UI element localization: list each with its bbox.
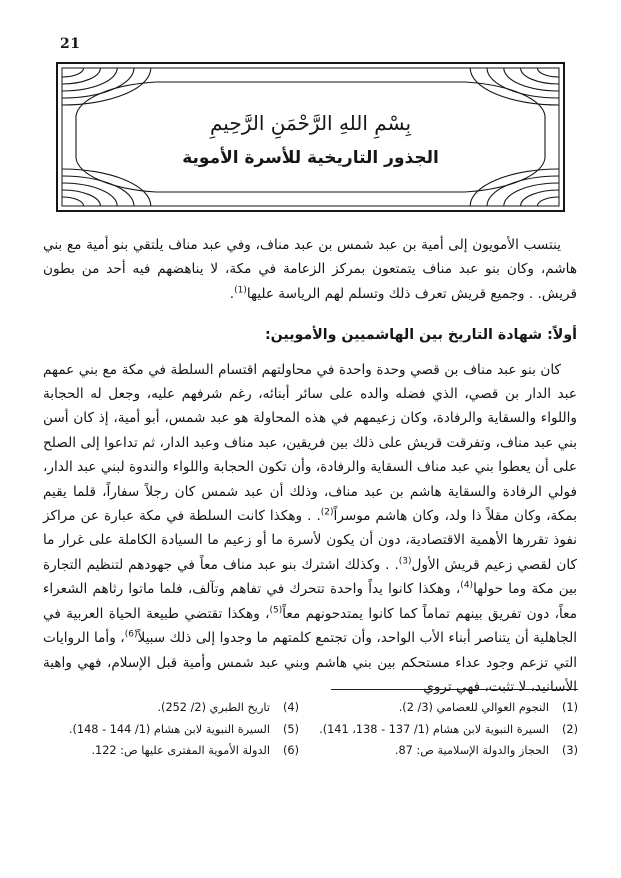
footnote-text: تاريخ الطبري (2/ 252).	[157, 701, 270, 714]
footnote-ref-1: (1)	[234, 285, 247, 296]
footnote-item	[315, 719, 578, 741]
footnote-number: (4)	[282, 701, 299, 714]
footnote-item	[36, 697, 299, 719]
paragraph-main-seg-4: ، وهكذا كانوا يداً واحدة تتحرك في تفاهم وتآلف، فلما ماتوا رثاهم الشعراء معاً، دون تفريق بينهم تماماً كما كانوا يمتدحونهم معاً	[43, 581, 577, 622]
footnote-number: (5)	[282, 722, 299, 736]
paragraph-main-seg-3: . . وكذلك اشترك بنو عبد مناف معاً في جهودهم لتنظيم التجارة بين مكة وما حولها	[43, 556, 577, 598]
footnote-text: الدولة الأموية المفترى عليها ص: 122.	[91, 744, 270, 757]
chapter-header-text	[56, 62, 565, 212]
footnote-number: (1)	[561, 701, 578, 714]
footnote-text: النجوم العوالي للعصامي (3/ 2).	[398, 701, 549, 714]
paragraph-main-seg-2: . . وهكذا كانت السلطة في مكة عبارة عن مراكز نفوذ تقررها الأهمية الاقتصادية، دون أن يكون لأسرة ما أو زعيم ما السيادة الكاملة على غرار ما كان لقصي زعيم قريش الأول	[43, 508, 577, 573]
page-number: 21	[60, 36, 81, 52]
body-text	[43, 233, 577, 699]
paragraph-main-seg-1: كان بنو عبد مناف بن قصي وحدة واحدة في محاولتهم اقتسام السلطة في مكة مع بني عمهم عبد الدار بن قصي، الذي فضله والده على سائر أبنائه، رغم شرفهم عليه، وجعل له الحجابة واللواء والسقاية والرفادة، وكان زعيمهم في هذه المحاولة هو عبد شمس، أبو أمية، إذ كان أسن بني عبد مناف، وتفرقت قريش على ذلك بين فريقين، عبد مناف وعبد الدار، ثم تداعوا إلى الصلح على أن يعطوا بني عبد مناف السقاية والرفادة، وأن تكون الحجابة واللواء والندوة لبني عبد الدار، فولي الرفادة والسقاية هاشم بن عبد مناف، وذلك أن عبد شمس كان رجلاً سفاراً، قلما يقيم بمكة، وكان مقلاً ذا ولد، وكان هاشم موسراً	[43, 361, 577, 525]
footnote-column-left	[36, 697, 299, 762]
paragraph-main	[43, 358, 577, 700]
footnote-separator	[331, 689, 578, 690]
paragraph-main-seg-5: ، وهكذا تقتضي طبيعة الحياة العربية في الجاهلية أن يتناصر أبناء الأب الواحد، وأن تجتمع كلمتهم ما وجدوا إلى ذلك سبيلاً	[43, 605, 578, 647]
footnote-text: الحجاز والدولة الإسلامية ص: 87.	[394, 744, 549, 757]
footnotes-section	[36, 689, 578, 762]
footnote-number: (3)	[561, 744, 578, 757]
footnote-text: السيرة النبوية لابن هشام (1/ 144 - 148).	[68, 722, 270, 736]
footnote-number: (6)	[282, 744, 299, 757]
paragraph-intro-tail: .	[229, 285, 235, 302]
chapter-title: الجذور التاريخية للأسرة الأموية	[182, 147, 439, 168]
footnote-ref-2: (2)	[320, 507, 334, 518]
footnote-item	[315, 740, 578, 762]
section-heading: أولاً: شهادة التاريخ بين الهاشميين والأمويين:	[264, 327, 577, 344]
footnote-item	[315, 697, 578, 719]
chapter-header-box	[56, 62, 565, 212]
footnote-columns	[36, 697, 578, 762]
footnote-number: (2)	[561, 722, 578, 736]
footnote-text: السيرة النبوية لابن هشام (1/ 137 - 138، 141).	[319, 722, 549, 736]
paragraph-intro	[43, 233, 577, 306]
paragraph-main-seg-6: ، وأما الروايات التي تزعم وجود عداء مستحكم بين بني هاشم وبني عبد شمس وأمية قبل الإسلام، فهي واهية الأسانيد، لا تثبت، فهي تروي	[43, 630, 577, 695]
footnote-item	[36, 740, 299, 762]
footnote-item	[36, 719, 299, 741]
bismillah-calligraphy: بِسْمِ اللهِ الرَّحْمَنِ الرَّحِيمِ	[210, 110, 412, 135]
paragraph-intro-text: ينتسب الأمويون إلى أمية بن عبد شمس بن عبد مناف، وفي عبد مناف يلتقي بنو أمية مع بني هاشم، وكان بنو عبد مناف يتمتعون بمركز الزعامة في مكة، لا يناهضهم فيه أحد من بطون قريش. . وجميع قريش تعرف ذلك وتسلم لهم الرياسة عليها	[43, 237, 577, 302]
footnote-ref-4: (4)	[460, 580, 474, 591]
footnote-ref-5: (5)	[269, 605, 283, 616]
footnote-column-right	[315, 697, 578, 762]
footnote-ref-6: (6)	[124, 629, 138, 640]
footnote-ref-3: (3)	[398, 556, 412, 567]
